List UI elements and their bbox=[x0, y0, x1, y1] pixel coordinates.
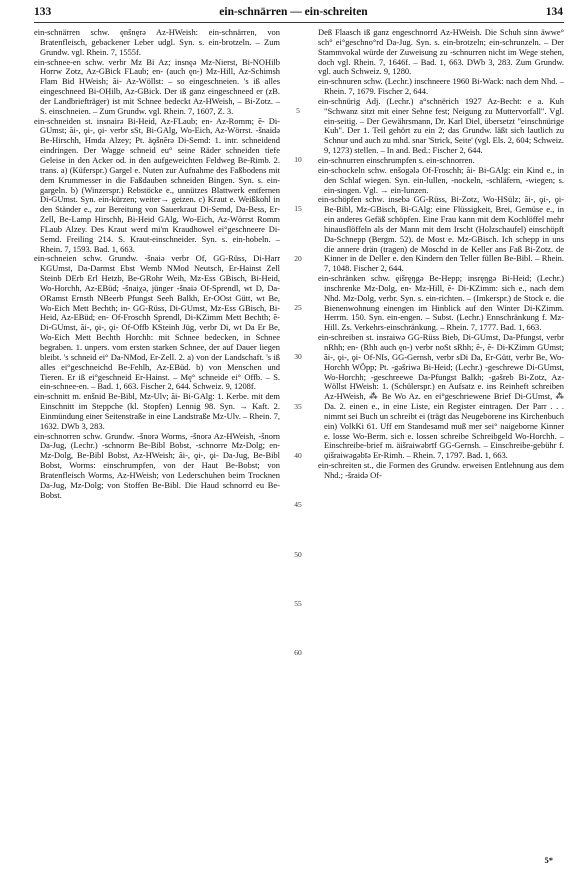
right-column bbox=[318, 28, 564, 481]
entry-ein-schraenken: ein-schränken schw. ęišręŋgə Be-Hepp; insręŋgə Bi-Heid; (Lechr.) inschrenke Mz-Dolg, en- Mz-Hill, ẽ- Di-KZimm: sich e., nach dem Nhd. Mz-Dolg, verbr. Syn. s. ein-richten. – (Imkerspr.) de Stock e. die Bienenwohnung einengen im Hinblick auf den Winter Di-KZimm. Herrm. 150. Syn. ein-engen. – Subst. (Lechr.) Ennschränkung f. Mz-Hill. Zs. Verkehrs-einschränkung. – Rhein. 7, 1777. Bad. 1, 663. bbox=[318, 273, 564, 333]
line-number: 25 bbox=[294, 303, 302, 312]
entry-ein-schnorren: ein-schnorren schw. Grundw. -šnorə Worms, -šnorə Az-HWeish, -šnorn Da-Jug, (Lechr.) -schnorrn Be-Bibl Bobst, -schnorre Mz-Dolg; en- Mz-Dolg, Be-Bibl Bobst, Az-HWeish; ãi-, ǫi-, ǫi- Da-Jug, Be-Bibl Bobst, Worms: einschrumpfen, von der Haut Be-Bobst; von Bratenfleisch Worms, Az-HWeish; von Lederschuhen beim Trocknen Da-Jug, Mz-Dolg; von Stoffen Be-Bibl. Die Haud schnorrd eu Be-Bobst. bbox=[34, 430, 280, 500]
entry-ein-schockeln: ein-schockeln schw. enšogələ Of-Froschh; ãi- Bi-GAlg: ein Kind e., in den Schlaf wiegen. Syn. ein-lullen, -nockeln, -schläfern, -wiegen; s. ein-singen. Vgl. → ein-lunzen. bbox=[318, 164, 564, 195]
running-title: ein-schnärren — ein-schreiten bbox=[219, 6, 368, 18]
line-number: 60 bbox=[294, 648, 302, 657]
entry-ein-schoepfen: ein-schöpfen schw. insebə GG-Rüss, Bi-Zotz, Wo-HSülz; ãi-, ǫi-, ǫi- Be-Bibl, Mz-GBisch, Bi-GAlg: eine Flüssigkeit, Brei, Gemüse e., in ein anderes Gefäß schöpfen. Eine Frau kann mit dem Kochlöffel mehr hinausflöffeln als der Mann mit dem Irscht (Holzschaufel) einschöpft Da-Schnepp (Bergm. 52). de Most e. Mz-GBisch. Ich schepp in uns die annere drän (tragen) de Moschd in de Keller ans Faß Bi-Zotz. de Kinner in de Deller e. den Kindern den Teller füllen Be-Bibl. – Rhein. 7, 1048. Fischer 2, 644. bbox=[318, 194, 564, 274]
page-number-left: 133 bbox=[34, 6, 52, 18]
page-header bbox=[0, 6, 587, 22]
line-number: 35 bbox=[294, 402, 302, 411]
line-number: 10 bbox=[294, 155, 302, 164]
entry-ein-schneien: ein-schneien schw. Grundw. -šnaiə verbr Of, GG-Rüss, Di-Harr KGUmst, Da-Darmst Ebst Wemb NMod Neutsch, Er-Hainst Zell Steinb DErb Erl Hetzb, Be-GRohr Weih, Mz-Ess GBisch, Bi-Heid, Wo-Horchh, Az-EBüd; -šnaiχə, jünger -šnaiə Of-Sprendl, wt D, Da-ORamst Ernsth NBeerb Pfungst Seeh Balkh, Er-OOst Gütt, wt Be, Wo-Eich Mett Bechth; in- GG-Rüss, Di-GUmst, Mz-Ess GBisch, Bi-Heid, Az-EBüd; en- Of-Froschh Sprendl, Di-KZimm Mett Bechth; ẽ- Di-GUmst, ãi-, ǫi-, ǫi- Of-Offb KSteinh Jüg, verbr Di, wt Da Er Be, Wo-Eich Mett Bechth Horchh: mit Schnee bedecken, in Schnee begraben. 1. unpers. vom ersten starken Schnee, der auf Dauer liegen bleibt. 's schneid ei° Da-NMod, Er-Zell. 2. a) von der Landschaft. 's iß alles ei°geschneichd Be-Fehlh, Az-EBüd. b) von Menschen und Tieren. Er iß ei°geschneid Er-Hainst. – Mę° schneide ei° Offb. – S. ein-schnee-en. – Bad. 1, 663. Fischer 2, 644. Schweiz. 9, 1208f. bbox=[34, 253, 280, 392]
entry-ein-schneiden: ein-schneiden st. insnairə Bi-Heid, Az-FLaub; en- Az-Romm; ẽ- Di-GUmst; ãi-, ǫi-, ǫi- verbr sSt, Bi-GAlg, Wo-Eich, Az-Wörrst. -šnaidə Be-Hirschh, Hmda Alzey; Pt. äǫšnērə Di-Semd: 1. intr. schneidend eindringen. Der Wagge schneid eu° seine Räder schneiden tiefe Geleise in den Acker od. in den aufgeweichten Feldweg Be-Rimb. 2. trans. a) (Küferspr.) Gargel e. Nuten zur Aufnahme des Faßbodens mit dem Krummesser in die Faßdauben schneiden Bingen. Syn. s. ein-gargeln. b) (Winzerspr.) Rebstöcke e., unnützes Blattwerk entfernen Di-GUmst. Syn. ein-kürzen; weiter→ geizen. c) Kraut e. Weißkohl in den Ständer e., zur Bereitung von Sauerkraut Di-Semd, Da-Bess, Er-Zell, Be-Lamp Hirschh, Bi-Heid GAlg, Wo-Eich, Az-Wörrst Romm FLaub Alzey. Des Kraut werd mi'm Kraudhowel ei°geschneere Di-Semd. Freiling 214. S. Kraut-einschneider. Syn. s. ein-hobeln. – Rhein. 7, 1593. Bad. 1, 663. bbox=[34, 115, 280, 254]
signature-mark: 5* bbox=[544, 855, 553, 865]
entry-ein-schnitt: ein-schnitt m. enšnid Be-Bibl, Mz-Ulv; ãi- Bi-GAlg: 1. Kerbe. mit dem Einschnitt im Steppche (kl. Stopfen) Lennig 98. Syn. → Kaft. 2. Einmündung einer Seitenstraße in eine Landstraße Mz-Ulv. – Rhein. 7, 1632. DWb 3, 283. bbox=[34, 391, 280, 431]
line-number: 20 bbox=[294, 254, 302, 263]
entry-ein-schreiben: ein-schreiben st. insraiwə GG-Rüss Bieb, Di-GUmst, Da-Pfungst, verbr nRhh; en- (Rhh auch ęn-) verbr noSt sRhh; ẽ-, ẽ- Di-KZimm GUmst; ãi-, ǫi-, ǫi- Of-NIs, GG-Gernsh, verbr sDi Da, Er-Gütt, verbr Be, Wo-Horchh WÖpp; Pt. -gəšriwə Bi-Heid; (Lechr.) -geschrewe Di-GUmst, Wo-Horchh; -geschreewe Da-Pfungst Balkh; -gəšreb Bi-Zotz, Az-Wöllst HWeish: 1. (Schülerspr.) en Aufsatz e. ins Reinheft schreiben Az-HWeish, ⁂ Be Wo Az. en ei°geschriewene Brief Di-GUmst, ⁂ Da. 2. einen e., in eine Liste, ein Register eintragen. Der Parr . . . nimmt sei Buch un schreibt ei (trägt das Neugeborene ins Kirchenbuch ein) VolkKi 61. Uff em Standesamd muß mer sei° naigeborne Kinner e. losse Wo-Berm. sich e. lossen schreibe Schreibgeld Wo-Horchh. – Einschreibe-brief m. äišraiwəbrīf GG-Gernsh. – Einschreibe-gebühr f. ǫišraiwəgəbīə Er-Rimh. – Rhein. 7, 1797. Bad. 1, 663. bbox=[318, 332, 564, 461]
line-number: 30 bbox=[294, 352, 302, 361]
entry-ein-schnee-en: ein-schnee-en schw. verbr Mz Bi Az; insnęə Mz-Nierst, Bi-NOHilb Horrw Zotz, Az-GBick FLaub; en- (auch ęn-) Mz-Hill, Az-Schimsh Flam Bid HWeish; ãi- Az-Wöllst: – so eingeschneien. 's iß alles eingeschneed Bi-OHilb, Az-GBick. Der iß ganz eingeschneed er (zB. der Landbriefträger) ist mit Schnee bedeckt Az-HWeish, – Bi-Zotz. – S. einschneien. – Zum Grundw. vgl. Rhein. 7, 1607, Z. 3. bbox=[34, 56, 280, 116]
line-number: 45 bbox=[294, 500, 302, 509]
line-number: 15 bbox=[294, 204, 302, 213]
left-column bbox=[34, 28, 280, 501]
entry-ein-schnurren: ein-schnurren einschrumpfen s. ein-schnorren. bbox=[318, 154, 475, 165]
entry-ein-schnuerig: ein-schnürig Adj. (Lechr.) a°schnërich 1927 Az-Becht: e a. Kuh "Schwanz sitzt mit einer Sehne fest; Neigung zu Muttervorfall". Vgl. ein-seitig. – Der Gewährsmann, Dr. Karl Diel, übersetzt "einschnürige Kuh". Der 1. Teil gehört zu ein 2; das Grundw. läßt sich lautlich zu Schnur und auch zu mhd. snar 'Strick, Seite' (vgl. Els. 2, 604; Schweiz. 9, 1273) stellen. – In and. Bed.: Fischer 2, 644. bbox=[318, 95, 564, 156]
line-number: 40 bbox=[294, 451, 302, 460]
entry-ein-schnuren: ein-schnuren schw. (Lechr.) inschneere 1960 Bi-Wack: nach dem Nhd. – Rhein. 7, 1679. Fischer 2, 644. bbox=[318, 76, 564, 97]
entry-ein-schnaerren: ein-schnärren schw. ęnšnęrə Az-HWeish: ein-schnärren, von Bratenfleisch, gebackener Leber udgl. Syn. s. ein-brotzeln. – Zum Grundw. vgl. Rhein. 7, 1555f. bbox=[34, 27, 280, 57]
entry-ein-schreiten: ein-schreiten st., die Formen des Grundw. erweisen Entlehnung aus dem Nhd.; -šraidə Of- bbox=[318, 460, 564, 480]
header-rule bbox=[34, 22, 564, 23]
line-number: 55 bbox=[294, 599, 302, 608]
line-number: 50 bbox=[294, 550, 302, 559]
entry-ein-schnorren-cont: Deß Flaasch iß ganz engeschnorrd Az-HWeish. Die Schuh sinn äwwe° sch° ei°geschno°rd Da-Jug. Syn. s. ein-brotzeln; ein-schrunzeln. – Der Stammvokal würde der Zuweisung zu -schnurren nicht im Wege stehen, doch vgl. Rhein. 7, 1646f. – Bad. 1, 663. DWb 3, 283. Zum Grundw. vgl. auch Schweiz. 9, 1280. bbox=[318, 27, 564, 77]
page-number-right: 134 bbox=[545, 6, 563, 18]
line-number: 5 bbox=[296, 106, 300, 115]
